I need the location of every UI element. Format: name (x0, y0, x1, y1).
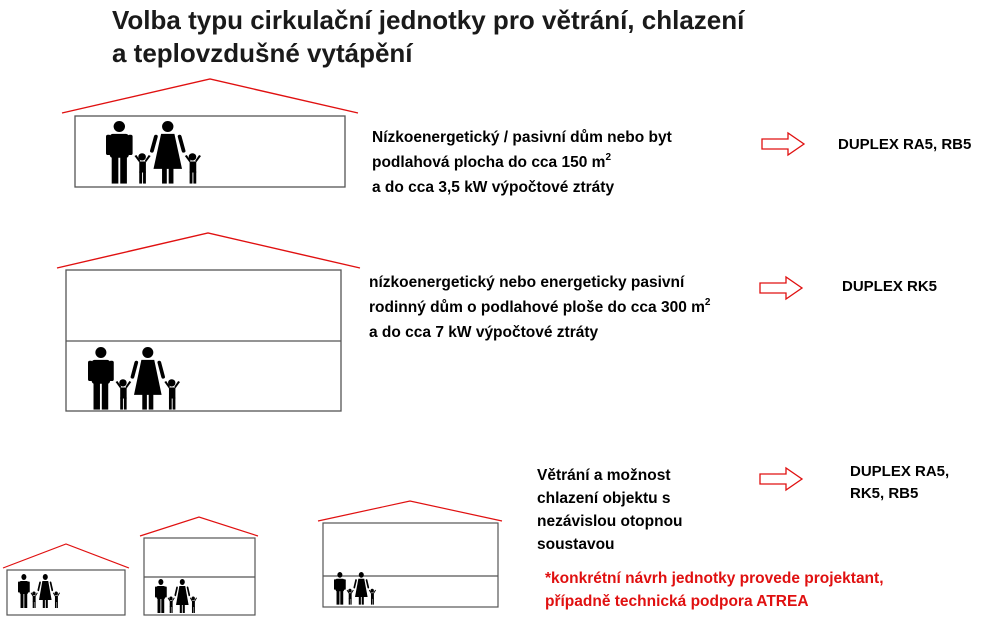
option-description (372, 125, 672, 200)
title-line-1: Volba typu cirkulační jednotky pro větrání, chlazení (112, 5, 745, 35)
arrow-right-icon (760, 468, 802, 490)
family-icon (155, 579, 197, 613)
option-description (369, 270, 710, 345)
option-line: nezávislou otopnou (537, 513, 683, 530)
house-icon (62, 79, 358, 187)
family-icon (88, 347, 180, 410)
house-icon (140, 517, 258, 615)
arrow-right-icon (760, 277, 802, 299)
unit-result: DUPLEX RK5 (842, 278, 938, 295)
family-icon (18, 574, 60, 608)
option-line: Větrání a možnost (537, 467, 671, 484)
option-line: soustavou (537, 536, 615, 553)
title-line-2: a teplovzdušné vytápění (112, 38, 413, 68)
option-line: Nízkoenergetický / pasivní dům nebo byt (372, 129, 672, 146)
family-icon (106, 121, 201, 184)
family-icon (334, 572, 376, 605)
unit-result: DUPLEX RA5, RK5, RB5 (850, 463, 950, 502)
option-line: nízkoenergetický nebo energeticky pasivní (369, 274, 685, 291)
house-icon (318, 501, 502, 607)
option-line: a do cca 3,5 kW výpočtové ztráty (372, 179, 615, 196)
arrow-right-icon (762, 133, 804, 155)
option-description (537, 464, 683, 556)
option-line: rodinný dům o podlahové ploše do cca 300 $m^2$ (369, 297, 711, 316)
house-icon (3, 544, 129, 615)
option-line: podlahová plocha do cca 150 $m^2$ (372, 152, 611, 171)
unit-result: DUPLEX RA5, RB5 (838, 136, 972, 153)
option-line: a do cca 7 kW výpočtové ztráty (369, 324, 599, 341)
house-icon (57, 233, 360, 411)
option-line: chlazení objektu s (537, 490, 671, 507)
projektant-note: *konkrétní návrh jednotky provede projektant, případně technická podpora ATREA (545, 570, 884, 610)
